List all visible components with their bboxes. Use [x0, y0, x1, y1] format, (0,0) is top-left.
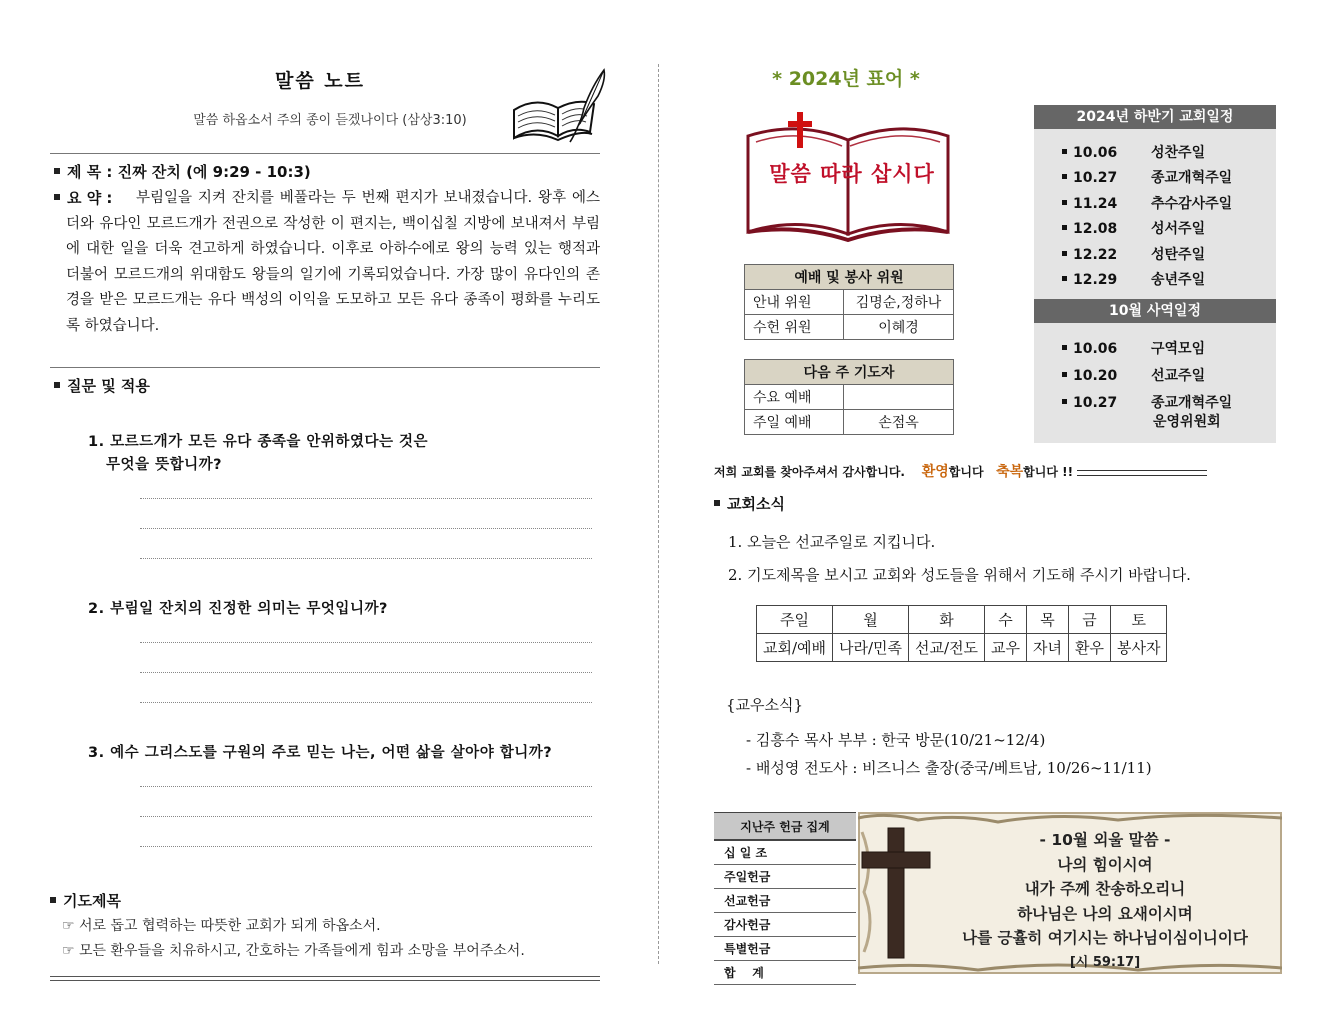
- schedule-event: 종교개혁주일: [1151, 170, 1233, 186]
- summary-body: 부림일을 지켜 잔치를 베풀라는 두 번째 편지가 보내졌습니다. 왕후 에스더와 유다인 모르드개가 전권으로 작성한 이 편지는, 백이십칠 지방에 보내져서 부림에 대한 일을 더욱 견고하게 하였습니다. 이후로 아하수에로 왕의 능력 있는 행적과 더불어 모르드개의 위대함도 왕들의 일기에 기록되었습니다. 가장 많이 유다인의 존경을 받은 모르드개는 유다 백성의 이익을 도모하고 모든 유다 종족이 평화를 누리도록 하였습니다.: [66, 190, 600, 334]
- name-cell: 이혜경: [844, 315, 954, 340]
- welcome-line: [714, 461, 1280, 481]
- day-cell: 토: [1111, 606, 1167, 634]
- sermon-title: [54, 161, 311, 182]
- ministry-date: 10.20: [1073, 368, 1118, 384]
- verse-title: - 10월 외울 말씀 -: [1039, 831, 1171, 849]
- square-bullet-icon: [1062, 200, 1067, 205]
- questions-header: [54, 375, 150, 396]
- memory-verse-text: [934, 828, 1276, 975]
- square-bullet-icon: [1062, 225, 1067, 230]
- prayer-list: [62, 914, 525, 964]
- topic-cell: 자녀: [1027, 634, 1069, 662]
- schedule-item: [1062, 142, 1205, 162]
- square-bullet-icon: [1062, 345, 1067, 350]
- offering-item: 주일헌금: [714, 865, 856, 889]
- schedule-date: 12.08: [1073, 221, 1118, 237]
- answer-line[interactable]: [140, 642, 592, 643]
- schedule-item: [1062, 193, 1232, 213]
- offering-item: 감사헌금: [714, 913, 856, 937]
- day-cell: 금: [1069, 606, 1111, 634]
- topic-cell: 선교/전도: [909, 634, 985, 662]
- square-bullet-icon: [1062, 149, 1067, 154]
- schedule-event: 성찬주일: [1151, 145, 1206, 161]
- offering-item: 선교헌금: [714, 889, 856, 913]
- day-cell: 수: [985, 606, 1027, 634]
- question-text: 2. 부림일 잔치의 진정한 의미는 무엇입니까?: [88, 601, 388, 617]
- news-header-text: 교회소식: [727, 495, 785, 513]
- schedule-item: [1062, 218, 1205, 238]
- service-committee-table: [744, 264, 954, 340]
- schedule-event: 송년주일: [1151, 272, 1206, 288]
- divider: [50, 153, 600, 154]
- verse-reference: [시 59:17]: [1069, 954, 1141, 970]
- name-cell: [844, 385, 954, 410]
- news-item: 1. 오늘은 선교주일로 지킵니다.: [728, 533, 936, 551]
- square-bullet-icon: [50, 897, 56, 903]
- role-cell: 주일 예배: [745, 410, 844, 435]
- offering-item: 특별헌금: [714, 937, 856, 961]
- verse-line: 나를 긍휼히 여기시는 하나님이심이니이다: [962, 929, 1248, 947]
- next-prayer-header: 다음 주 기도자: [745, 360, 954, 385]
- member-news-header: {교우소식}: [726, 696, 804, 714]
- prayer-item: ☞ 모든 환우들을 치유하시고, 간호하는 가족들에게 힘과 소망을 부어주소서.: [62, 943, 525, 959]
- day-cell: 화: [909, 606, 985, 634]
- schedule-date: 12.29: [1073, 272, 1118, 288]
- day-cell: 주일: [757, 606, 833, 634]
- welcome-text: 합니다 !!: [1023, 465, 1074, 479]
- ministry-item: [1062, 365, 1205, 385]
- topic-cell: 교우: [985, 634, 1027, 662]
- square-bullet-icon: [54, 168, 60, 174]
- ministry-event: 선교주일: [1151, 368, 1206, 384]
- prayer-week-table: [756, 605, 1167, 662]
- footer-double-rule: [50, 976, 600, 981]
- answer-line[interactable]: [140, 846, 592, 847]
- prayer-header: [50, 890, 121, 911]
- role-cell: 수헌 위원: [745, 315, 844, 340]
- topic-cell: 교회/예배: [757, 634, 833, 662]
- schedule-event: 성서주일: [1151, 221, 1206, 237]
- square-bullet-icon: [1062, 174, 1067, 179]
- verse-line: 나의 힘이시여: [1057, 855, 1153, 874]
- name-cell: 김명순,정하나: [844, 290, 954, 315]
- double-rule: [1077, 470, 1207, 476]
- answer-line[interactable]: [140, 498, 592, 499]
- service-committee-header: 예배 및 봉사 위원: [745, 265, 954, 290]
- square-bullet-icon: [54, 194, 60, 200]
- ministry-date: 10.06: [1073, 341, 1118, 357]
- square-bullet-icon: [1062, 251, 1067, 256]
- ministry-item: [1062, 392, 1232, 412]
- question-2: [88, 598, 388, 621]
- schedule-2024-header: 2024년 하반기 교회일정: [1034, 105, 1276, 129]
- note-title: 말씀 노트: [274, 70, 366, 92]
- prayer-item: ☞ 서로 돕고 협력하는 따뜻한 교회가 되게 하옵소서.: [62, 918, 381, 934]
- prayer-header-text: 기도제목: [63, 892, 121, 910]
- summary-text: [66, 186, 600, 340]
- square-bullet-icon: [714, 500, 720, 506]
- question-1: [88, 431, 428, 477]
- offering-table: [714, 812, 856, 985]
- schedule-date: 10.27: [1073, 170, 1118, 186]
- schedule-event: 추수감사주일: [1151, 196, 1233, 212]
- title-label: 제 목 :: [67, 163, 113, 181]
- welcome-highlight: 축복: [996, 464, 1024, 480]
- schedule-date: 11.24: [1073, 196, 1118, 212]
- square-bullet-icon: [1062, 372, 1067, 377]
- schedule-item: [1062, 269, 1205, 289]
- name-cell: 손점옥: [844, 410, 954, 435]
- memory-verse-box: [858, 812, 1282, 974]
- welcome-text: 합니다: [948, 465, 984, 479]
- note-subtitle: 말씀 하옵소서 주의 종이 듣겠나이다 (삼상3:10): [193, 113, 467, 128]
- answer-line[interactable]: [140, 528, 592, 529]
- ministry-event: 구역모임: [1151, 341, 1206, 357]
- verse-line: 하나님은 나의 요새이시며: [1017, 904, 1193, 923]
- schedule-item: [1062, 244, 1205, 264]
- answer-line[interactable]: [140, 702, 592, 703]
- october-ministry-header: 10월 사역일정: [1034, 299, 1276, 323]
- column-divider: [658, 64, 659, 964]
- schedule-item: [1062, 167, 1232, 187]
- day-cell: 월: [833, 606, 909, 634]
- role-cell: 수요 예배: [745, 385, 844, 410]
- answer-line[interactable]: [140, 786, 592, 787]
- member-news-item: - 김흥수 목사 부부 : 한국 방문(10/21~12/4): [746, 731, 1046, 749]
- summary-label-text: 요 약 :: [67, 189, 113, 207]
- news-header: [714, 493, 785, 514]
- question-3: [88, 742, 552, 765]
- role-cell: 안내 위원: [745, 290, 844, 315]
- news-item: 2. 기도제목을 보시고 교회와 성도들을 위해서 기도해 주시기 바랍니다.: [728, 566, 1191, 584]
- book-quill-icon: [508, 66, 608, 146]
- welcome-text: 저희 교회를 찾아주셔서 감사합니다.: [714, 465, 905, 479]
- day-cell: 목: [1027, 606, 1069, 634]
- offering-item: 십 일 조: [714, 840, 856, 865]
- answer-line[interactable]: [140, 558, 592, 559]
- verse-line: 내가 주께 찬송하오리니: [1024, 880, 1186, 898]
- next-prayer-table: [744, 359, 954, 435]
- questions-header-text: 질문 및 적용: [67, 377, 150, 395]
- topic-cell: 봉사자: [1111, 634, 1167, 662]
- square-bullet-icon: [54, 382, 60, 388]
- question-text: 3. 예수 그리스도를 구원의 주로 믿는 나는, 어떤 삶을 살아야 합니까?: [88, 745, 553, 761]
- ministry-event: 종교개혁주일: [1151, 395, 1233, 411]
- welcome-highlight: 환영: [921, 464, 949, 480]
- title-value: 진짜 잔치 (에 9:29 - 10:3): [117, 163, 311, 181]
- ministry-item: [1062, 338, 1205, 358]
- schedule-event: 성탄주일: [1151, 247, 1206, 263]
- square-bullet-icon: [1062, 399, 1067, 404]
- offering-item: 합 계: [714, 961, 856, 985]
- square-bullet-icon: [1062, 276, 1067, 281]
- topic-cell: 환우: [1069, 634, 1111, 662]
- member-news-item: - 배성영 전도사 : 비즈니스 출장(중국/베트남, 10/26~11/11): [746, 759, 1152, 777]
- answer-line[interactable]: [140, 816, 592, 817]
- schedule-date: 12.22: [1073, 247, 1118, 263]
- ministry-date: 10.27: [1073, 395, 1118, 411]
- question-text: 1. 모르드개가 모든 유다 종족을 안위하였다는 것은: [88, 434, 429, 450]
- divider: [50, 367, 600, 368]
- year-motto-title: * 2024년 표어 *: [772, 68, 920, 90]
- ministry-event-line2: 운영위원회: [1153, 414, 1221, 430]
- schedule-date: 10.06: [1073, 145, 1118, 161]
- answer-line[interactable]: [140, 672, 592, 673]
- offering-header: 지난주 헌금 집계: [714, 813, 856, 841]
- question-text: 무엇을 뜻합니까?: [106, 457, 223, 473]
- motto-text: 말씀 따라 삽시다: [769, 162, 935, 186]
- topic-cell: 나라/민족: [833, 634, 909, 662]
